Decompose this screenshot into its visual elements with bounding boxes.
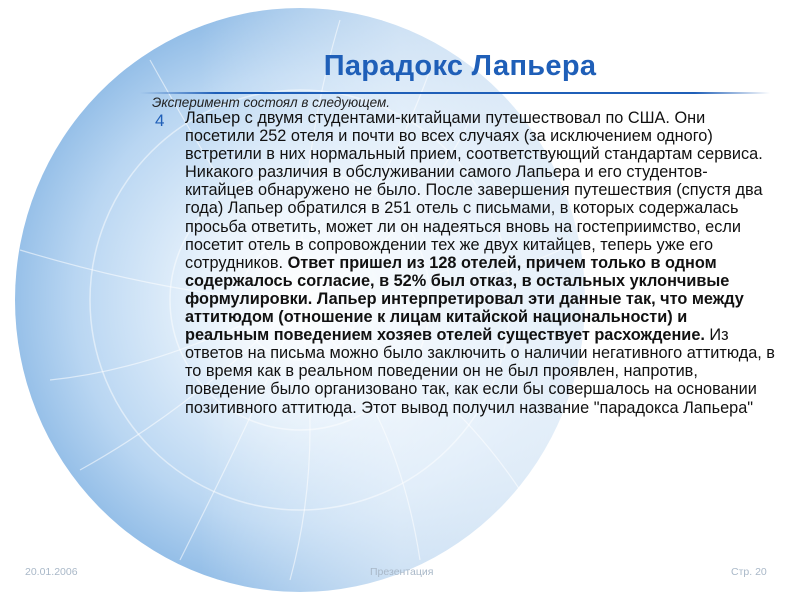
body-text-part1: Лапьер с двумя студентами-китайцами путешествовал по США. Они посетили 252 отеля и почти во всех случаях (за исключением одного) встретили в них нормальный прием, соответствующий стандартам сервиса. Никакого различия в обслуживании самого Лапьера и его студентов-китайцев обнаружено не было. После завершения путешествия (спустя два года) Лапьер обратился в 251 отель с письмами, в которых содержалась просьба ответить, может ли он надеяться вновь на гостеприимство, если посетит отель в сопровождении тех же двух китайцев, теперь уже его сотрудников. [185, 109, 763, 272]
footer-date: 20.01.2006 [25, 566, 78, 578]
footer-page-number: Стр. 20 [731, 566, 767, 578]
title-divider [140, 92, 770, 94]
body-paragraph [185, 109, 775, 417]
body-text-part3: Из ответов на письма можно было заключить о наличии негативного аттитюда, в то время как в реальном поведении он не был проявлен, напротив, поведение было организовано так, как если бы совершалось на основании позитивного аттитюда. Этот вывод получил название "парадокса Лапьера" [185, 326, 775, 417]
slide-subtitle: Эксперимент состоял в следующем. [152, 95, 390, 110]
footer-title: Презентация [370, 566, 434, 578]
body-text-bold: Ответ пришел из 128 отелей, причем только в одном содержалось согласие, в 52% был отказ, в остальных уклончивые формулировки. Лапьер интерпретировал эти данные так, что между аттитюдом (отношение к лицам китайской национальности) и реальным поведением хозяев отелей существует расхождение. [185, 253, 744, 345]
bullet-marker: 4 [155, 111, 165, 130]
page-title: Парадокс Лапьера [323, 50, 597, 82]
